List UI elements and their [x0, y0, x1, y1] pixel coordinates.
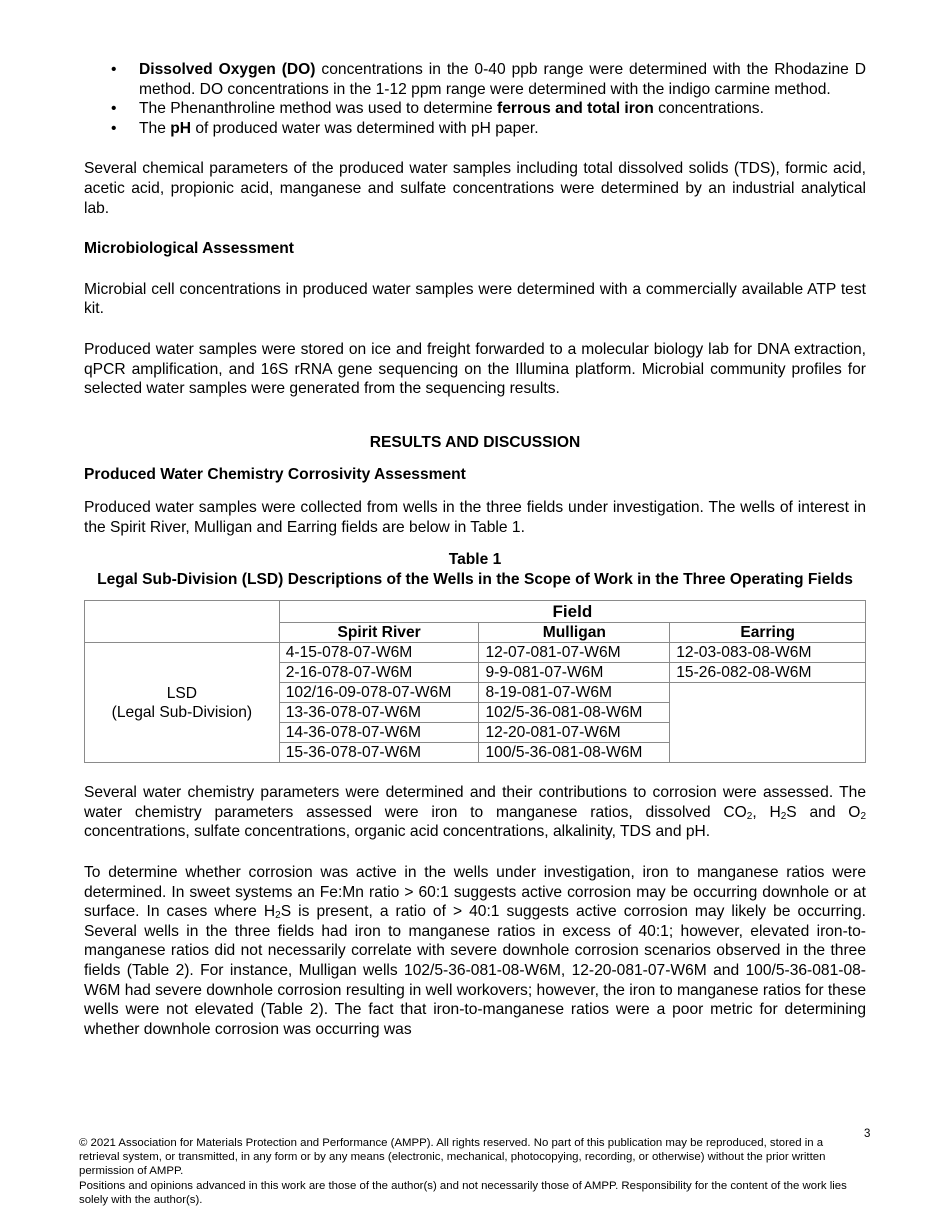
table-cell: 102/16-09-078-07-W6M [279, 683, 479, 703]
row-header-lsd: LSD (Legal Sub-Division) [85, 643, 280, 763]
table-cell: 15-36-078-07-W6M [279, 743, 479, 763]
table-cell: 12-20-081-07-W6M [479, 723, 670, 743]
page-body [84, 60, 866, 1039]
table-cell: 12-03-083-08-W6M [670, 643, 866, 663]
paragraph-samples-collected: Produced water samples were collected from wells in the three fields under investigation. The wells of interest in the Spirit River, Mulligan and Earring fields are below in Table 1. [84, 498, 866, 536]
table-cell: 12-07-081-07-W6M [479, 643, 670, 663]
table-cell: 9-9-081-07-W6M [479, 663, 670, 683]
bullet-dissolved-oxygen: • Dissolved Oxygen (DO) concentrations in the 0-40 ppb range were determined with the Rhodazine D method. DO concentrations in the 1-12 ppm range were determined with the indigo carmine method. [84, 60, 866, 99]
table-cell: 15-26-082-08-W6M [670, 663, 866, 683]
paragraph-dna: Produced water samples were stored on ice and freight forwarded to a molecular biology lab for DNA extraction, qPCR amplification, and 16S rRNA gene sequencing on the Illumina platform. Microbial community profiles for selected water samples were generated from the sequencing results. [84, 340, 866, 398]
column-spirit-river: Spirit River [279, 623, 479, 643]
heading-results-and-discussion: RESULTS AND DISCUSSION [369, 433, 581, 451]
table-corner-cell [85, 601, 280, 643]
table-cell: 2-16-078-07-W6M [279, 663, 479, 683]
paragraph-iron-manganese: To determine whether corrosion was active in the wells under investigation, iron to manganese ratios were determined. In sweet systems an Fe:Mn ratio > 60:1 suggests active corrosion may be occurring downhole or at surface. In cases where $H_2S$ is present, a ratio of > 40:1 suggests active corrosion may likely be occurring. Several wells in the three fields had iron to manganese ratios in excess of 40:1; however, elevated iron-to-manganese ratios did not necessarily correlate with severe downhole corrosion scenarios observed in the three fields (Table 2). For instance, Mulligan wells 102/5-36-081-08-W6M, 12-20-081-07-W6M and 100/5-36-081-08-W6M had severe downhole corrosion resulting in well workovers; however, the iron to manganese ratios for these wells were not elevated (Table 2). The fact that iron-to-manganese ratios were a poor metric for determining whether downhole corrosion was occurring was [84, 864, 866, 1038]
paragraph-atp: Microbial cell concentrations in produced water samples were determined with a commercially available ATP test kit. [84, 280, 866, 318]
table-cell: 14-36-078-07-W6M [279, 723, 479, 743]
table-caption [84, 550, 866, 589]
field-header: Field [279, 601, 865, 623]
table-header-row [85, 601, 866, 623]
footer-disclaimer: Positions and opinions advanced in this work are those of the author(s) and not necessarily those of AMPP. Responsibility for the content of the work lies solely with the author(s). [79, 1179, 847, 1206]
table-cell: 8-19-081-07-W6M [479, 683, 670, 703]
column-mulligan: Mulligan [479, 623, 670, 643]
footer-copyright: © 2021 Association for Materials Protection and Performance (AMPP). All rights reserved. No part of this publication may be reproduced, stored in a retrieval system, or transmitted, in any form or by any means (electronic, mechanical, photocopying, recording, or otherwise) without the prior written permission of AMPP. [79, 1137, 826, 1178]
paragraph-analytical-lab: Several chemical parameters of the produced water samples including total dissolved solids (TDS), formic acid, acetic acid, propionic acid, manganese and sulfate concentrations were determined by an industrial analytical lab. [84, 160, 866, 217]
table-cell: 4-15-078-07-W6M [279, 643, 479, 663]
copyright-footer [79, 1136, 859, 1207]
table-row [85, 643, 866, 663]
table-cell: 100/5-36-081-08-W6M [479, 743, 670, 763]
table-title: Legal Sub-Division (LSD) Descriptions of the Wells in the Scope of Work in the Three Operating Fields [97, 570, 853, 588]
methods-bullet-list [84, 60, 866, 138]
heading-chemistry-corrosivity: Produced Water Chemistry Corrosivity Assessment [84, 466, 466, 484]
heading-microbiological-assessment: Microbiological Assessment [84, 240, 294, 258]
table-empty-cell [670, 683, 866, 763]
bullet-iron: • The Phenanthroline method was used to determine ferrous and total iron concentrations. [84, 99, 866, 119]
table-cell: 102/5-36-081-08-W6M [479, 703, 670, 723]
paragraph-water-chemistry-parameters: Several water chemistry parameters were determined and their contributions to corrosion were assessed. The water chemistry parameters assessed were iron to manganese ratios, dissolved $CO_2$, $H_2S$ and $O_2$ concentrations, sulfate concentrations, organic acid concentrations, alkalinity, TDS and pH. [84, 784, 866, 841]
table-label: Table 1 [448, 551, 502, 569]
table-cell: 13-36-078-07-W6M [279, 703, 479, 723]
lsd-table [84, 600, 866, 763]
page-number: 3 [864, 1128, 871, 1140]
column-earring: Earring [670, 623, 866, 643]
bullet-ph: • The pH of produced water was determined with pH paper. [84, 119, 866, 139]
